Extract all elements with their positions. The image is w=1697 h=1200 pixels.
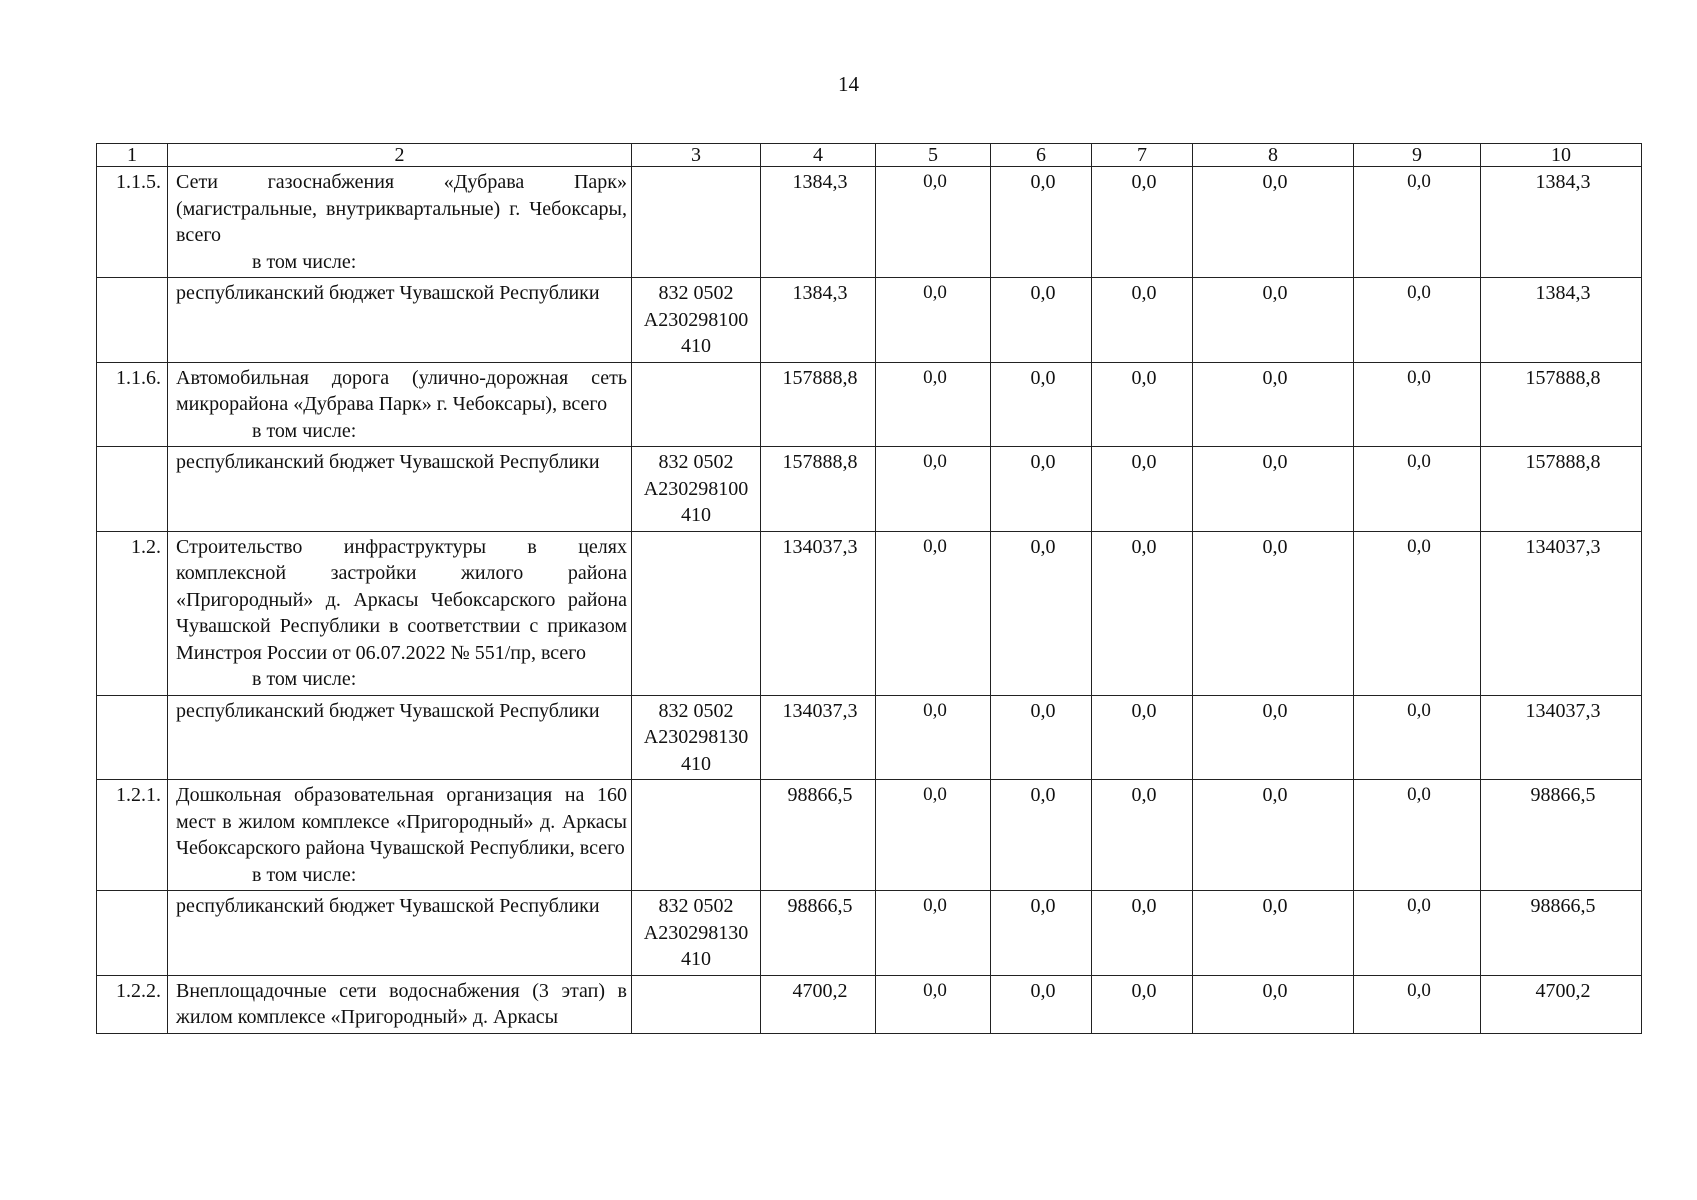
- row-description-text: республиканский бюджет Чувашской Республики: [176, 895, 600, 917]
- row-value-cell: 134037,3: [1481, 531, 1642, 695]
- row-value-cell: 0,0: [991, 362, 1092, 447]
- row-value-cell: 0,0: [1193, 695, 1354, 780]
- row-value-cell: 1384,3: [761, 278, 876, 363]
- header-cell: 2: [168, 144, 632, 167]
- table-row: [97, 891, 1642, 976]
- row-description-cell: [168, 975, 632, 1033]
- row-value-cell: 0,0: [1193, 167, 1354, 278]
- row-subtitle-text: в том числе:: [252, 419, 357, 442]
- row-value-cell: 0,0: [1092, 447, 1193, 532]
- row-value-cell: 134037,3: [761, 695, 876, 780]
- row-value-cell: 0,0: [1092, 531, 1193, 695]
- row-value-cell: 0,0: [876, 167, 991, 278]
- row-description-cell: [168, 362, 632, 447]
- row-value-cell: 0,0: [1354, 167, 1481, 278]
- row-code-cell: [97, 891, 168, 976]
- row-value-cell: 0,0: [991, 695, 1092, 780]
- table-row: [97, 278, 1642, 363]
- row-value-cell: 0,0: [1092, 167, 1193, 278]
- header-cell: 7: [1092, 144, 1193, 167]
- row-value-cell: 157888,8: [1481, 447, 1642, 532]
- row-value-cell: 0,0: [1354, 447, 1481, 532]
- row-value-cell: 0,0: [991, 447, 1092, 532]
- row-description-cell: [168, 531, 632, 695]
- row-description-text: Дошкольная образовательная организация на 160 мест в жилом комплексе «Пригородный» д. Аркасы Чебоксарского района Чувашской Республики, всего: [176, 784, 627, 859]
- row-value-cell: 0,0: [1193, 975, 1354, 1033]
- row-code-cell: 1.1.5.: [97, 167, 168, 278]
- budget-table: [96, 143, 1642, 1034]
- table-row: [97, 975, 1642, 1033]
- row-value-cell: 0,0: [876, 447, 991, 532]
- row-value-cell: 0,0: [1193, 278, 1354, 363]
- row-value-cell: 0,0: [876, 278, 991, 363]
- row-subtitle-text: в том числе:: [252, 863, 357, 886]
- row-value-cell: 0,0: [1354, 695, 1481, 780]
- header-cell: 4: [761, 144, 876, 167]
- row-value-cell: 0,0: [991, 780, 1092, 891]
- row-description-text: республиканский бюджет Чувашской Республики: [176, 451, 600, 473]
- row-value-cell: 0,0: [1354, 780, 1481, 891]
- row-value-cell: 134037,3: [1481, 695, 1642, 780]
- row-value-cell: 0,0: [1092, 278, 1193, 363]
- row-value-cell: 0,0: [1354, 975, 1481, 1033]
- row-value-cell: 0,0: [991, 975, 1092, 1033]
- row-description-cell: [168, 447, 632, 532]
- row-value-cell: 157888,8: [1481, 362, 1642, 447]
- row-code-cell: [97, 695, 168, 780]
- header-cell: 10: [1481, 144, 1642, 167]
- row-value-cell: 0,0: [876, 531, 991, 695]
- row-description-text: Сети газоснабжения «Дубрава Парк» (магистральные, внутриквартальные) г. Чебоксары, всего: [176, 171, 627, 246]
- row-budget-code-cell: 832 0502 А230298100 410: [632, 447, 761, 532]
- row-value-cell: 1384,3: [1481, 167, 1642, 278]
- row-budget-code-cell: 832 0502 А230298130 410: [632, 695, 761, 780]
- page-number: 14: [838, 72, 859, 96]
- header-cell: 9: [1354, 144, 1481, 167]
- row-description-cell: [168, 780, 632, 891]
- row-value-cell: 0,0: [1092, 891, 1193, 976]
- row-budget-code-cell: [632, 167, 761, 278]
- table-body: [97, 167, 1642, 1034]
- row-value-cell: 0,0: [1354, 362, 1481, 447]
- row-description-text: Строительство инфраструктуры в целях комплексной застройки жилого района «Пригородный» д. Аркасы Чебоксарского района Чувашской Республики в соответствии с приказом Минстроя России от 06.07.2022 № 551/пр, всего: [176, 535, 627, 664]
- row-value-cell: 0,0: [1193, 531, 1354, 695]
- row-value-cell: 0,0: [1092, 695, 1193, 780]
- row-subtitle-text: в том числе:: [252, 250, 357, 273]
- header-cell: 5: [876, 144, 991, 167]
- row-budget-code-cell: [632, 362, 761, 447]
- row-value-cell: 1384,3: [761, 167, 876, 278]
- row-description-cell: [168, 278, 632, 363]
- row-value-cell: 0,0: [1092, 975, 1193, 1033]
- row-value-cell: 0,0: [991, 278, 1092, 363]
- row-value-cell: 0,0: [876, 362, 991, 447]
- row-code-cell: [97, 447, 168, 532]
- table-row: [97, 695, 1642, 780]
- header-row: [97, 144, 1642, 167]
- row-budget-code-cell: [632, 975, 761, 1033]
- row-value-cell: 4700,2: [1481, 975, 1642, 1033]
- row-description-text: республиканский бюджет Чувашской Республики: [176, 699, 600, 722]
- row-value-cell: 0,0: [991, 167, 1092, 278]
- row-value-cell: 0,0: [876, 891, 991, 976]
- row-subtitle-text: в том числе:: [252, 668, 357, 690]
- row-description-cell: [168, 695, 632, 780]
- table-row: [97, 362, 1642, 447]
- row-value-cell: 0,0: [1354, 891, 1481, 976]
- row-budget-code-cell: 832 0502 А230298130 410: [632, 891, 761, 976]
- row-value-cell: 0,0: [991, 891, 1092, 976]
- table-row: [97, 167, 1642, 278]
- row-value-cell: 98866,5: [1481, 891, 1642, 976]
- row-value-cell: 0,0: [991, 531, 1092, 695]
- row-code-cell: 1.2.1.: [97, 780, 168, 891]
- table-row: [97, 531, 1642, 695]
- header-cell: 8: [1193, 144, 1354, 167]
- row-value-cell: 157888,8: [761, 362, 876, 447]
- row-value-cell: 4700,2: [761, 975, 876, 1033]
- row-value-cell: 0,0: [1193, 362, 1354, 447]
- row-budget-code-cell: 832 0502 А230298100 410: [632, 278, 761, 363]
- header-cell: 6: [991, 144, 1092, 167]
- row-code-cell: [97, 278, 168, 363]
- row-description-text: Автомобильная дорога (улично-дорожная сеть микрорайона «Дубрава Парк» г. Чебоксары), всего: [176, 366, 627, 415]
- row-value-cell: 0,0: [1193, 447, 1354, 532]
- row-description-cell: [168, 891, 632, 976]
- row-value-cell: 0,0: [1092, 362, 1193, 447]
- row-description-cell: [168, 167, 632, 278]
- row-budget-code-cell: [632, 780, 761, 891]
- header-cell: 3: [632, 144, 761, 167]
- row-code-cell: 1.1.6.: [97, 362, 168, 447]
- row-value-cell: 98866,5: [761, 780, 876, 891]
- table-row: [97, 447, 1642, 532]
- row-value-cell: 134037,3: [761, 531, 876, 695]
- row-value-cell: 0,0: [876, 975, 991, 1033]
- row-value-cell: 0,0: [1092, 780, 1193, 891]
- row-value-cell: 0,0: [1354, 531, 1481, 695]
- row-value-cell: 0,0: [1193, 780, 1354, 891]
- row-description-text: республиканский бюджет Чувашской Республики: [176, 282, 600, 304]
- row-value-cell: 98866,5: [1481, 780, 1642, 891]
- row-code-cell: 1.2.2.: [97, 975, 168, 1033]
- table-row: [97, 780, 1642, 891]
- row-value-cell: 157888,8: [761, 447, 876, 532]
- row-value-cell: 98866,5: [761, 891, 876, 976]
- row-budget-code-cell: [632, 531, 761, 695]
- row-value-cell: 0,0: [1193, 891, 1354, 976]
- row-description-text: Внеплощадочные сети водоснабжения (3 этап) в жилом комплексе «Пригородный» д. Аркасы: [176, 979, 627, 1028]
- row-code-cell: 1.2.: [97, 531, 168, 695]
- row-value-cell: 0,0: [876, 780, 991, 891]
- row-value-cell: 0,0: [1354, 278, 1481, 363]
- header-cell: 1: [97, 144, 168, 167]
- row-value-cell: 0,0: [876, 695, 991, 780]
- row-value-cell: 1384,3: [1481, 278, 1642, 363]
